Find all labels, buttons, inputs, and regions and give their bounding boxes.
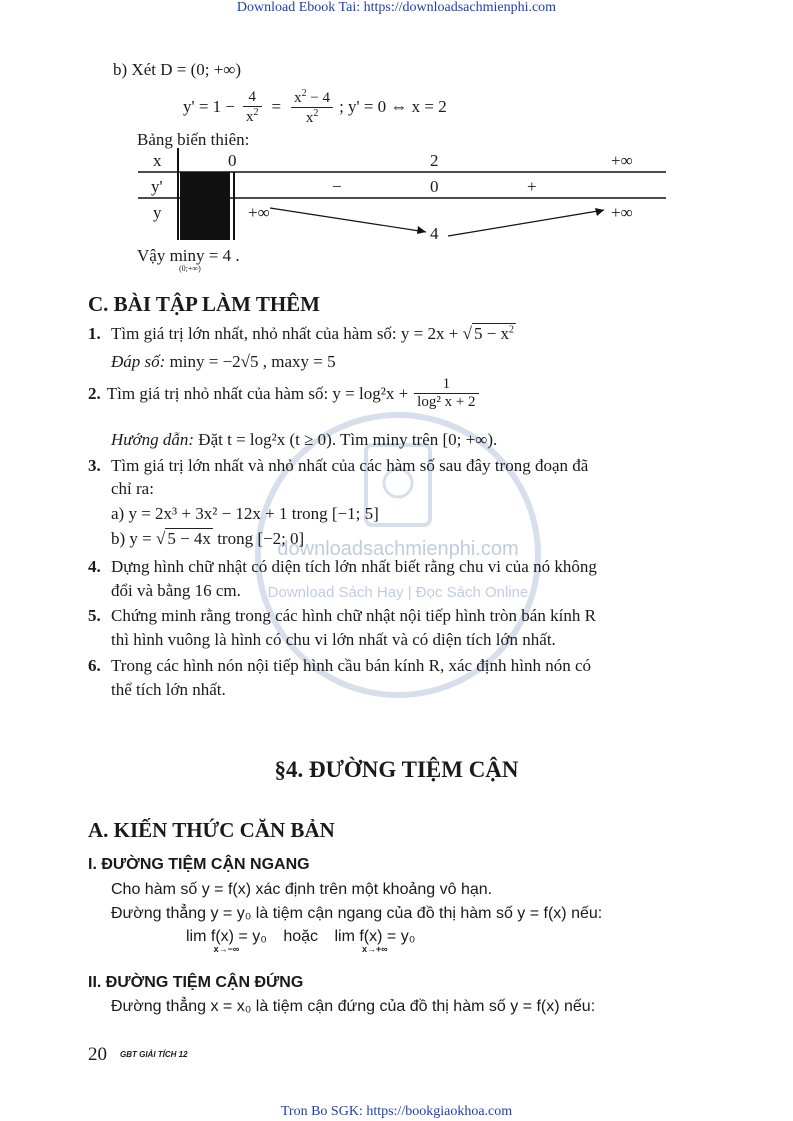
y-right-inf: +∞ xyxy=(611,203,633,222)
ex5-line1: Chứng minh rằng trong các hình chữ nhật nội tiếp hình tròn bán kính R xyxy=(111,606,596,625)
ex2-frac-den: log² x + 2 xyxy=(414,393,478,411)
ex2-frac-num: 1 xyxy=(442,376,451,392)
derivative-lhs: y' = 1 − xyxy=(183,97,235,116)
exercise-1: 1. Tìm giá trị lớn nhất, nhỏ nhất của hàm số: y = 2x + √ $5 - x^2$ xyxy=(88,324,515,343)
part-b-label: b) Xét D = (0; +∞) xyxy=(113,60,242,79)
derivative-rhs: ; y' = 0 ⇔ x = 2 xyxy=(339,97,447,116)
ex3-line1: Tìm giá trị lớn nhất và nhỏ nhất của các hàm số sau đây trong đoạn đã xyxy=(111,456,589,475)
ex2-number: 2. xyxy=(88,383,101,403)
conclusion-miny-sub: (0;+∞) xyxy=(179,264,201,273)
ex6-number: 6. xyxy=(88,656,101,675)
frac1-den: $x^2$ xyxy=(243,106,262,126)
decreasing-arrow xyxy=(270,208,426,232)
ex2-hint xyxy=(111,430,497,450)
ex2-text: Tìm giá trị nhỏ nhất của hàm số: y = log²x + xyxy=(106,383,409,403)
exercise-3 xyxy=(88,456,588,476)
x-value-inf: +∞ xyxy=(611,151,633,170)
ex1-answer-label: Đáp số: xyxy=(111,352,166,371)
horizontal-asymptote-line2: Đường thẳng y = y₀ là tiệm cận ngang của đồ thị hàm số y = f(x) nếu: xyxy=(111,905,603,922)
row-label-yprime: y' xyxy=(151,177,163,196)
horizontal-asymptote-heading: I. ĐƯỜNG TIỆM CẬN NGANG xyxy=(88,856,310,873)
horizontal-asymptote-limits xyxy=(186,928,415,954)
y-min-value: 4 xyxy=(430,224,439,243)
increasing-arrow-head xyxy=(595,208,604,216)
horizontal-asymptote-line1: Cho hàm số y = f(x) xác định trên một khoảng vô hạn. xyxy=(111,881,493,898)
limit-minus-inf: lim f(x) = y₀ x→−∞ xyxy=(186,928,267,954)
limit-plus-inf: lim f(x) = y₀ x→+∞ xyxy=(334,928,416,954)
fraction-x2-4-over-x2 xyxy=(291,88,333,127)
ex2-hint-label: Hướng dẫn: xyxy=(111,430,195,449)
increasing-arrow xyxy=(448,210,604,236)
undefined-region xyxy=(180,172,230,240)
equals-sign: = xyxy=(271,97,282,116)
watermark-text-2: Download Sách Hay | Đọc Sách Online xyxy=(267,584,529,601)
or-text: hoặc xyxy=(283,928,319,945)
decreasing-arrow-head xyxy=(417,226,426,234)
vertical-asymptote-heading: II. ĐƯỜNG TIỆM CẬN ĐỨNG xyxy=(88,974,304,991)
section-c-title: C. BÀI TẬP LÀM THÊM xyxy=(88,292,321,316)
ex1-answer xyxy=(111,352,336,372)
x-value-0: 0 xyxy=(228,151,237,170)
x-value-2: 2 xyxy=(430,151,439,170)
ex3-number: 3. xyxy=(88,456,101,475)
frac2-den: $x^2$ xyxy=(291,107,333,127)
ex3-line2: chỉ ra: xyxy=(111,479,154,498)
ex2-hint-text: Đặt t = log²x (t ≥ 0). Tìm miny trên [0; +∞). xyxy=(198,430,498,449)
ex3-b-sqrt: 5 − 4x xyxy=(167,529,211,548)
bookgiaokhoa-footer-link[interactable]: Tron Bo SGK: https://bookgiaokhoa.com xyxy=(280,1104,513,1119)
section-4-subtitle: A. KIẾN THỨC CĂN BẢN xyxy=(88,818,335,842)
section-4-title: §4. ĐƯỜNG TIỆM CẬN xyxy=(274,757,519,782)
frac1-num: 4 xyxy=(248,88,256,105)
exercise-2 xyxy=(88,376,479,411)
y-left-inf: +∞ xyxy=(248,203,270,222)
ex3-part-a: a) y = 2x³ + 3x² − 12x + 1 trong [−1; 5] xyxy=(111,504,379,523)
variation-table xyxy=(138,148,668,248)
exercise-5 xyxy=(88,606,596,626)
download-header-link[interactable]: Download Ebook Tai: https://downloadsachmienphi.com xyxy=(236,0,557,15)
ex4-line1: Dựng hình chữ nhật có diện tích lớn nhất biết rằng chu vi của nó không xyxy=(111,557,597,576)
vertical-asymptote-line1: Đường thẳng x = x₀ là tiệm cận đứng của đồ thị hàm số y = f(x) nếu: xyxy=(111,998,596,1015)
derivative-line xyxy=(183,82,447,132)
frac2-num: $x^2 - 4$ xyxy=(294,87,331,106)
exercise-4 xyxy=(88,557,597,577)
ex6-line1: Trong các hình nón nội tiếp hình cầu bán kính R, xác định hình nón có xyxy=(111,656,592,675)
row-label-x: x xyxy=(153,151,162,170)
ex2-fraction xyxy=(414,376,478,411)
ex5-line2: thì hình vuông là hình có chu vi lớn nhất và có diện tích lớn nhất. xyxy=(111,630,556,649)
ex3-b-post: trong [−2; 0] xyxy=(217,529,305,548)
watermark-text-1: downloadsachmienphi.com xyxy=(277,538,519,560)
ex6-line2: thể tích lớn nhất. xyxy=(111,680,226,699)
ex1-number: 1. xyxy=(88,324,101,343)
sign-minus: − xyxy=(332,177,342,196)
conclusion-miny: Vậy miny = 4 . xyxy=(137,246,240,265)
ex4-line2: đổi và bằng 16 cm. xyxy=(111,581,241,600)
book-title: GBT GIẢI TÍCH 12 xyxy=(120,1050,188,1059)
ex5-number: 5. xyxy=(88,606,101,625)
yprime-zero: 0 xyxy=(430,177,439,196)
ex3-part-b: b) y = √ 5 − 4x trong [−2; 0] xyxy=(111,529,305,548)
ex1-sqrt: $5 - x^2$ xyxy=(473,324,515,343)
ex1-text: Tìm giá trị lớn nhất, nhỏ nhất của hàm số: y = 2x + xyxy=(111,324,459,343)
variation-table-title: Bảng biến thiên: xyxy=(137,130,250,149)
ex3-b-pre: b) y = xyxy=(111,529,152,548)
page-number: 20 xyxy=(88,1044,107,1065)
row-label-y: y xyxy=(153,203,162,222)
exercise-6 xyxy=(88,656,591,676)
sign-plus: + xyxy=(527,177,537,196)
ex4-number: 4. xyxy=(88,557,101,576)
ex1-answer-value: miny = −2√5 , maxy = 5 xyxy=(169,352,336,371)
fraction-4-over-x2 xyxy=(243,89,262,126)
